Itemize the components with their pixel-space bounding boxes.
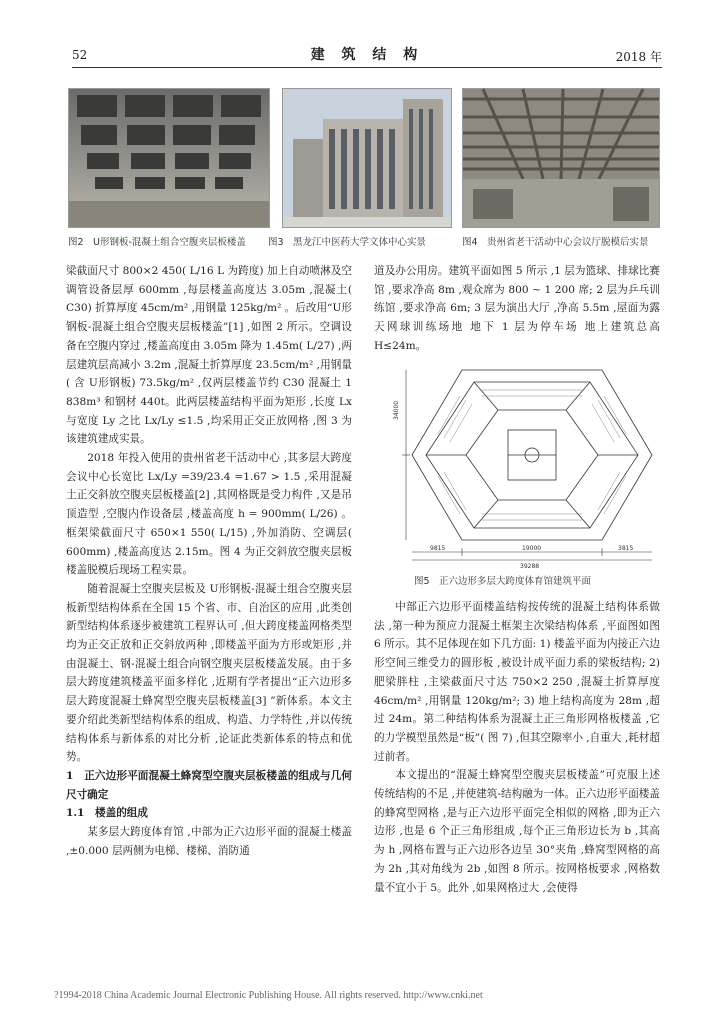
page-header	[72, 44, 662, 66]
figure-3-photo	[282, 88, 452, 228]
header-rule	[72, 67, 662, 68]
page-number: 52	[72, 48, 88, 62]
right-column-bottom	[374, 598, 660, 897]
paragraph: 道及办公用房。建筑平面如图 5 所示 ,1 层为篮球、排球比赛馆 ,要求净高 8m ,观众席为 800 ~ 1 200 席; 2 层为乒乓训练馆 ,要求净高 6m; 3 层为演出大厅 ,净高 5.5m ,屋面为露天网球训练场地 地下 1 层为停车场 地上建筑总高 H≤24m。	[374, 265, 660, 352]
figure-4-caption: 图4 贵州省老干活动中心会议厅脱模后实景	[462, 237, 649, 248]
figure-2-caption: 图2 U形钢板-混凝土组合空腹夹层板楼盖	[68, 237, 246, 248]
figure-3-caption: 图3 黑龙江中医药大学文体中心实景	[268, 237, 427, 248]
paragraph: 2018 年投入使用的贵州省老干活动中心 ,其多层大跨度会议中心长宽比 Lx/Ly =39/23.4 =1.67 > 1.5 ,采用混凝土正交斜放空腹夹层板楼盖[2] ,其网格既是受力构件 ,又是吊顶造型 ,空腹内作设备层 ,楼盖高度 h = 900mm( L/26) 。框架梁截面尺寸 650×1 550( L/15) ,外加消防、空调层( 600mm) ,楼盖高度达 2.15m。图 4 为正交斜放空腹夹层板楼盖脱模后现场工程实景。	[66, 452, 352, 577]
dim-label: 19000	[522, 545, 542, 552]
figure-2-photo	[68, 88, 270, 228]
paragraph: 梁截面尺寸 800×2 450( L/16 L 为跨度) 加上自动喷淋及空调管设备层厚 600mm ,每层楼盖高度达 3.05m ,混凝土( C30) 折算厚度 45cm/m² ,用钢量 125kg/m² 。后改用“U形钢板-混凝土组合空腹夹层板楼盖”[1] ,如图 2 所示。空调设备在空腹内穿过 ,楼盖高度由 3.05m 降为 1.45m( L/27) ,两层建筑层高减小 3.2m ,混凝土折算厚度 23.5cm/m² ,用钢量( 含 U形钢板) 73.5kg/m² ,仅两层楼盖节约 C30 混凝土 1 838m³ 和钢材 440t。此两层楼盖结构平面为矩形 ,长度 Lx 与宽度 Ly 之比 Lx/Ly ≤1.5 ,均采用正交正放网格 ,图 3 为该建筑建成实景。	[66, 265, 352, 446]
section-heading: 1 正六边形平面混凝土蜂窝型空腹夹层板楼盖的组成与几何尺寸确定	[66, 769, 352, 801]
paragraph: 随着混凝土空腹夹层板及 U形钢板-混凝土组合空腹夹层板新型结构体系在全国 15 个省、市、自治区的应用 ,此类创新型结构体系逐步被建筑工程界认可 ,但大跨度楼盖网格类型均为正交正放和正交斜放两种 ,即楼盖平面为方形或矩形 ,并由混凝土、钢-混凝土组合向钢空腹夹层板楼盖发展。由于多层大跨度建筑楼盖平面多样化 ,近期有学者提出“正六边形多层大跨度混凝土蜂窝型空腹夹层板楼盖[3] ”新体系。本文主要介绍此类新型结构体系的组成、构造、力学特性 ,并以传统结构体系与新体系的对比分析 ,论证此类新体系的特点和优势。	[66, 582, 352, 764]
paragraph: 某多层大跨度体育馆 ,中部为正六边形平面的混凝土楼盖 ,±0.000 层两侧为电梯、楼梯、消防通	[66, 826, 352, 857]
dim-label: 39288	[520, 563, 540, 570]
copyright-footer: ?1994-2018 China Academic Journal Electronic Publishing House. All rights reserved. http://www.cnki.net	[54, 990, 483, 1001]
year: 2018 年	[615, 50, 662, 64]
paragraph: 本文提出的“混凝土蜂窝型空腹夹层板楼盖”可克服上述传统结构的不足 ,并使建筑-结构融为一体。正六边形平面楼盖的蜂窝型网格 ,是与正六边形平面完全相似的网格 ,即为正六边形 ,也是 6 个正三角形组成 ,每个正三角形边长为 b ,其高为 h ,网格布置与正六边形各边呈 30°夹角 ,蜂窝型网格的高为 2h ,其对角线为 2b ,如图 8 所示。按网格板要求 ,网格数量不宜小于 5。此外 ,如果网格过大 ,会使得	[374, 769, 660, 894]
figure-5-caption: 图5 正六边形多层大跨度体育馆建筑平面	[414, 576, 592, 587]
dim-label: 9815	[430, 545, 446, 552]
dim-label: 3815	[618, 545, 634, 552]
subsection-heading: 1.1 楼盖的组成	[66, 807, 148, 820]
right-column-top	[374, 262, 660, 356]
dim-label: 34000	[393, 400, 400, 420]
figure-4-photo	[462, 88, 660, 228]
left-column	[66, 262, 352, 861]
journal-title: 建 筑 结 构	[310, 47, 424, 63]
paragraph: 中部正六边形平面楼盖结构按传统的混凝土结构体系做法 ,第一种为预应力混凝土框架主次梁结构体系 ,平面图如图 6 所示。其不足体现在如下几方面: 1) 楼盖平面为内接正六边形空间三维受力的圆形板 ,被设计成平面力系的梁板结构; 2) 肥梁胖柱 ,主梁截面尺寸达 750×2 250 ,混凝土折算厚度 46cm/m² ,用钢量 120kg/m²; 3) 地上结构高度为 28m ,超过 24m。第二种结构体系为混凝土正三角形网格板楼盖 ,它的力学模型虽然是“板”( 图 7) ,但其空隙率小 ,自重大 ,耗材超过前者。	[374, 601, 660, 763]
figure-5-plan	[393, 360, 662, 570]
